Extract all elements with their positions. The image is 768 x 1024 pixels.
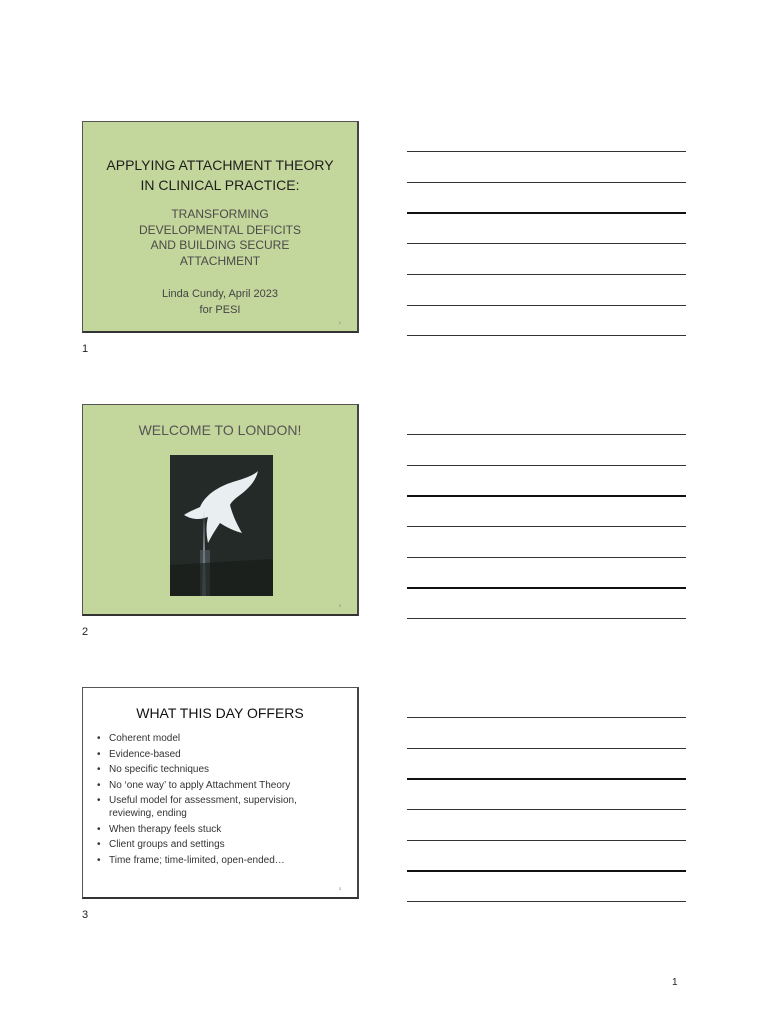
slide-label-number: 2: [82, 626, 89, 638]
note-line: [407, 778, 686, 780]
slide-author: Linda Cundy, April 2023 for PESI: [162, 288, 278, 316]
bullet-item: • Coherent model: [97, 732, 343, 745]
note-line: [407, 717, 686, 718]
slide-subtitle: TRANSFORMING DEVELOPMENTAL DEFICITS AND BUILDING SECURE ATTACHMENT: [138, 207, 302, 268]
slide-3: [82, 687, 359, 899]
note-line: [407, 618, 686, 619]
slide-label-number: 3: [82, 909, 89, 921]
slide-title: WELCOME TO LONDON!: [138, 422, 302, 438]
note-line: [407, 274, 686, 275]
bullet-item: • Evidence-based: [97, 748, 343, 761]
note-line: [407, 748, 686, 749]
bullet-item: • Time frame; time-limited, open-ended…: [97, 854, 343, 867]
note-line: [407, 335, 686, 336]
page-number: 1: [672, 977, 678, 988]
note-line: [407, 212, 686, 214]
note-line: [407, 526, 686, 527]
slide-2: [82, 404, 359, 616]
bullet-list: [97, 732, 343, 869]
note-line: [407, 182, 686, 183]
note-line: [407, 151, 686, 152]
note-line: [407, 809, 686, 810]
note-line: [407, 243, 686, 244]
note-line: [407, 840, 686, 841]
note-line: [407, 465, 686, 466]
bullet-item: • No specific techniques: [97, 763, 343, 776]
bullet-item: • Client groups and settings: [97, 838, 343, 851]
slide-title: WHAT THIS DAY OFFERS: [136, 705, 304, 721]
slide-number: 2: [338, 603, 341, 608]
slide-title: APPLYING ATTACHMENT THEORY IN CLINICAL PRACTICE:: [106, 157, 334, 193]
note-line: [407, 870, 686, 872]
dove-photo-image: [170, 455, 273, 596]
note-line: [407, 587, 686, 589]
bullet-item: • No ‘one way’ to apply Attachment Theory: [97, 779, 343, 792]
slide-number: 3: [338, 886, 341, 891]
note-line: [407, 305, 686, 306]
bullet-item: • When therapy feels stuck: [97, 823, 343, 836]
note-line: [407, 495, 686, 497]
note-line: [407, 901, 686, 902]
slide-number: 1: [338, 320, 341, 325]
slide-1: [82, 121, 359, 333]
note-line: [407, 557, 686, 558]
slide-label-number: 1: [82, 343, 89, 355]
bullet-item: • Useful model for assessment, supervision, reviewing, ending: [97, 794, 343, 820]
note-line: [407, 434, 686, 435]
